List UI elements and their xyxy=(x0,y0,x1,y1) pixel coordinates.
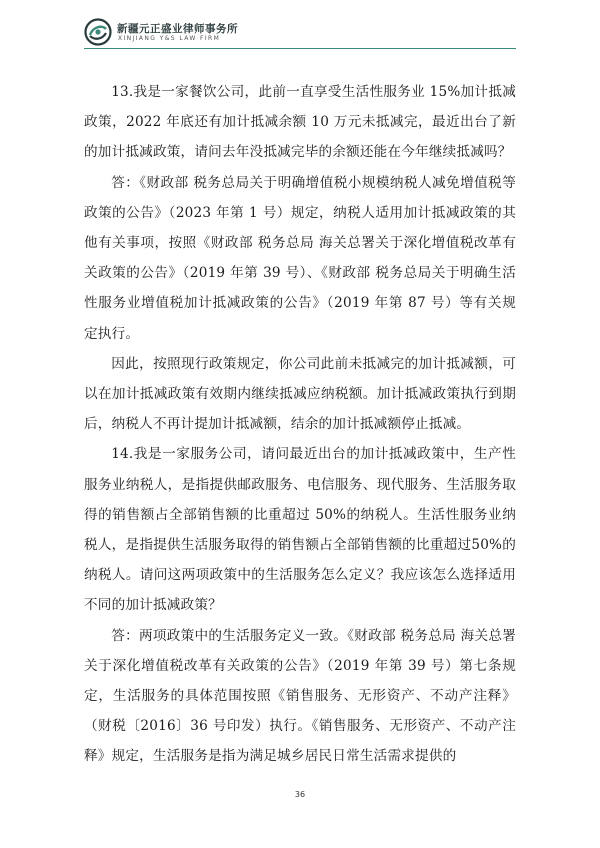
page-number: 36 xyxy=(294,790,306,799)
document-body xyxy=(84,77,516,772)
page-header xyxy=(84,18,384,48)
answer-13: 答：《财政部 税务总局关于明确增值税小规模纳税人减免增值税等政策的公告》（2023 年第 1 号）规定，纳税人适用加计抵减政策的其他有关事项，按照《财政部 税务总局 海关总署关于深化增值税改革有关政策的公告》（2019 年第 39 号）、《财政部 税务总局关于明确生活性服务业增值税加计抵减政策的公告》（2019 年第 87 号）等有关规定执行。 xyxy=(84,174,516,342)
firm-name-cn: 新疆元正盛业律师事务所 xyxy=(117,23,238,35)
law-firm-logo-icon xyxy=(84,18,112,46)
answer-13-conclusion: 因此，按照现行政策规定，你公司此前未抵减完的加计抵减额，可以在加计抵减政策有效期内继续抵减应纳税额。加计抵减政策执行到期后，纳税人不再计提加计抵减额，结余的加计抵减额停止抵减。 xyxy=(84,355,516,433)
firm-name-en: XINJIANG Y&S LAW FIRM xyxy=(118,35,221,42)
header-divider xyxy=(84,48,516,49)
answer-14: 答：两项政策中的生活服务定义一致。《财政部 税务总局 海关总署关于深化增值税改革有关政策的公告》（2019 年第 39 号）第七条规定，生活服务的具体范围按照《销售服务、无形资产、不动产注释》（财税〔2016〕36 号印发）执行。《销售服务、无形资产、不动产注释》规定，生活服务是指为满足城乡居民日常生活需求提供的 xyxy=(84,627,516,765)
question-14: 14.我是一家服务公司，请问最近出台的加计抵减政策中，生产性服务业纳税人，是指提供邮政服务、电信服务、现代服务、生活服务取得的销售额占全部销售额的比重超过 50%的纳税人。生活性服务业纳税人，是指提供生活服务取得的销售额占全部销售额的比重超过50%的纳税人。请问这两项政策中的生活服务怎么定义？我应该怎么选择适用不同的加计抵减政策？ xyxy=(84,446,516,614)
question-13: 13.我是一家餐饮公司，此前一直享受生活性服务业 15%加计抵减政策，2022 年底还有加计抵减余额 10 万元未抵减完，最近出台了新的加计抵减政策，请问去年没抵减完毕的余额还能在今年继续抵减吗？ xyxy=(84,84,516,161)
